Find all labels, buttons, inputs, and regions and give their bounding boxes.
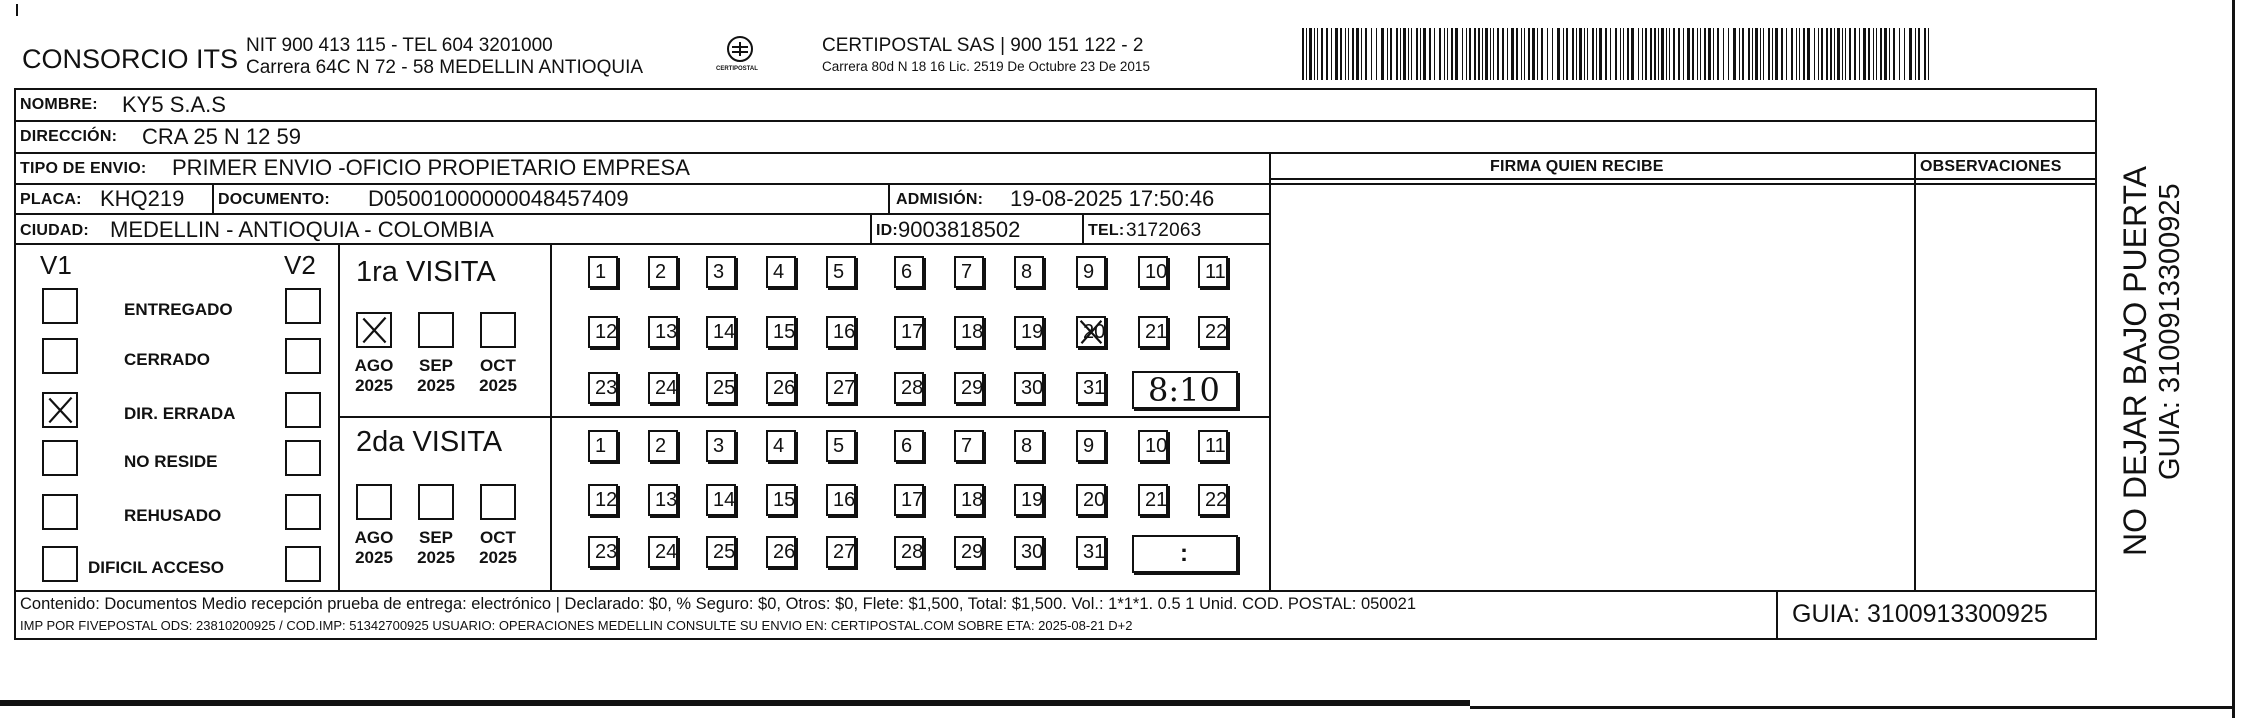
barcode-bar: [1899, 28, 1900, 80]
day-box[interactable]: 15: [766, 316, 796, 348]
v2-header: V2: [284, 250, 316, 280]
barcode-bar: [1474, 28, 1476, 80]
day-box[interactable]: 28: [894, 372, 924, 404]
barcode-bar: [1666, 28, 1667, 80]
contenido-line: Contenido: Documentos Medio recepción prueba de entrega: electrónico | Declarado: $0, % Seguro: $0, Otros: $0, Flete: $1,500, Total: $1,500. Vol.: 1*1*1. 0.5 1 Unid. COD. POSTAL: 050021: [20, 595, 1417, 613]
day-box[interactable]: 2: [648, 430, 678, 462]
day-box[interactable]: 6: [894, 430, 924, 462]
month-checkbox[interactable]: [356, 312, 392, 348]
month-checkbox[interactable]: [356, 484, 392, 520]
barcode-bar: [1490, 28, 1491, 80]
v1-checkbox[interactable]: [42, 546, 78, 582]
barcode-bar: [1478, 28, 1480, 80]
day-box[interactable]: 1: [588, 430, 618, 462]
v1-checkbox[interactable]: [42, 288, 78, 324]
barcode-bar: [1692, 28, 1694, 80]
month-label: SEP: [418, 528, 454, 547]
barcode-bar: [1537, 28, 1538, 80]
day-box[interactable]: 2: [648, 256, 678, 288]
barcode-bar: [1615, 28, 1617, 80]
day-box[interactable]: 18: [954, 484, 984, 516]
barcode-bar: [1447, 28, 1448, 80]
day-box[interactable]: 30: [1014, 372, 1044, 404]
side-guia: GUIA: 3100913300925: [2154, 183, 2186, 480]
day-box[interactable]: 14: [706, 484, 736, 516]
day-box[interactable]: 25: [706, 372, 736, 404]
month-label: AGO: [354, 528, 394, 547]
barcode-bar: [1605, 28, 1607, 80]
barcode-bar: [1511, 28, 1514, 80]
firma-header: FIRMA QUIEN RECIBE: [1490, 158, 1664, 175]
month-label: SEP: [418, 356, 454, 375]
barcode-bar: [1687, 28, 1690, 80]
barcode-bar: [1876, 28, 1877, 80]
day-box[interactable]: 17: [894, 484, 924, 516]
barcode-bar: [1400, 28, 1401, 80]
second-visit-title: 2da VISITA: [356, 426, 503, 458]
barcode-bar: [1661, 28, 1664, 80]
day-box[interactable]: 24: [648, 372, 678, 404]
barcode-bar: [1772, 28, 1773, 80]
barcode-bar: [1451, 28, 1453, 80]
day-box[interactable]: 16: [826, 316, 856, 348]
row-line-2: [14, 152, 2097, 154]
barcode-bar: [1678, 28, 1680, 80]
barcode-bar: [1599, 28, 1602, 80]
barcode-bar: [1909, 28, 1912, 80]
day-box[interactable]: 4: [766, 430, 796, 462]
barcode-bar: [1584, 28, 1585, 80]
barcode-bar: [1302, 28, 1304, 80]
barcode-bar: [1365, 28, 1367, 80]
barcode-bar: [1739, 28, 1740, 80]
barcode-bar: [1768, 28, 1770, 80]
day-box[interactable]: 9: [1076, 430, 1106, 462]
day-box[interactable]: 8: [1014, 256, 1044, 288]
no-dejar-label: NO DEJAR BAJO PUERTA: [2117, 166, 2153, 556]
barcode-bar: [1532, 28, 1535, 80]
barcode-bar: [1326, 28, 1328, 80]
barcode-bar: [1904, 28, 1905, 80]
status-label: CERRADO: [124, 350, 210, 369]
month-year-label: 2025: [355, 376, 393, 395]
barcode-bar: [1760, 28, 1761, 80]
barcode-bar: [1781, 28, 1783, 80]
day-box[interactable]: 21: [1138, 316, 1168, 348]
day-box[interactable]: 5: [826, 256, 856, 288]
company-name: CONSORCIO ITS: [22, 44, 239, 74]
id-divider: [870, 213, 872, 243]
barcode-bar: [1439, 28, 1441, 80]
day-box[interactable]: 10: [1138, 256, 1168, 288]
day-box[interactable]: 25: [706, 536, 736, 568]
month-year-label: 2025: [479, 376, 517, 395]
ciudad-label: CIUDAD:: [20, 222, 89, 239]
barcode-bar: [1645, 28, 1647, 80]
logo-caption: CERTIPOSTAL: [716, 66, 758, 72]
barcode-bar: [1791, 28, 1793, 80]
barcode-bar: [1842, 28, 1843, 80]
barcode-bar: [1849, 28, 1851, 80]
barcode-bar: [1893, 28, 1895, 80]
barcode-bar: [1918, 28, 1920, 80]
barcode-bar: [1915, 28, 1916, 80]
nombre-label: NOMBRE:: [20, 96, 98, 113]
v2-checkbox[interactable]: [285, 338, 321, 374]
barcode-bar: [1638, 28, 1639, 80]
barcode-bar: [1563, 28, 1564, 80]
barcode-bar: [1411, 28, 1412, 80]
barcode-bar: [1733, 28, 1736, 80]
v1-checkbox[interactable]: [42, 440, 78, 476]
barcode-bar: [1650, 28, 1652, 80]
barcode-bar: [1335, 28, 1338, 80]
observaciones-header: OBSERVACIONES: [1920, 158, 2062, 175]
day-box[interactable]: 17: [894, 316, 924, 348]
v2-checkbox[interactable]: [285, 546, 321, 582]
second-time-value: :: [1180, 540, 1188, 567]
barcode-bar: [1576, 28, 1577, 80]
barcode-bar: [1610, 28, 1611, 80]
barcode-bar: [1566, 28, 1568, 80]
barcode-bar: [1462, 28, 1463, 80]
obs-divider: [1914, 152, 1916, 590]
day-box[interactable]: 13: [648, 316, 678, 348]
barcode-bar: [1713, 28, 1714, 80]
barcode-bar: [1528, 28, 1530, 80]
first-visit-title: 1ra VISITA: [356, 256, 496, 288]
barcode-bar: [1814, 28, 1815, 80]
day-box[interactable]: 6: [894, 256, 924, 288]
month-label: OCT: [480, 356, 516, 375]
day-box[interactable]: 29: [954, 372, 984, 404]
barcode-bar: [1845, 28, 1846, 80]
barcode-bar: [1834, 28, 1835, 80]
direccion-label: DIRECCIÓN:: [20, 128, 118, 145]
visits-divider: [338, 416, 1269, 418]
nombre-value: KY5 S.A.S: [122, 92, 226, 117]
barcode-bar: [1596, 28, 1597, 80]
tel-label: TEL:: [1088, 222, 1125, 239]
footer-guia: GUIA: 3100913300925: [1792, 600, 2048, 628]
barcode-bar: [1469, 28, 1471, 80]
firma-divider: [1269, 152, 1271, 590]
day-box[interactable]: 3: [706, 430, 736, 462]
day-box[interactable]: 11: [1198, 256, 1228, 288]
barcode-bar: [1420, 28, 1421, 80]
day-box[interactable]: 16: [826, 484, 856, 516]
barcode-bar: [1928, 28, 1929, 80]
barcode-bar: [1669, 28, 1670, 80]
barcode-bar: [1763, 28, 1764, 80]
day-box[interactable]: 19: [1014, 316, 1044, 348]
barcode-bar: [1361, 28, 1362, 80]
ciudad-value: MEDELLIN - ANTIOQUIA - COLOMBIA: [110, 217, 494, 242]
barcode-bar: [1352, 28, 1354, 80]
day-box[interactable]: 10: [1138, 430, 1168, 462]
barcode-bar: [1444, 28, 1445, 80]
v2-checkbox[interactable]: [285, 440, 321, 476]
month-year-label: 2025: [479, 548, 517, 567]
day-box[interactable]: 23: [588, 536, 618, 568]
barcode-bar: [1507, 28, 1508, 80]
documento-label: DOCUMENTO:: [218, 191, 330, 208]
month-label: OCT: [480, 528, 516, 547]
tipo-value: PRIMER ENVIO -OFICIO PROPIETARIO EMPRESA: [172, 155, 690, 180]
barcode-bar: [1340, 28, 1342, 80]
barcode-bar: [1317, 28, 1318, 80]
columns-header-line: [1269, 178, 2097, 180]
day-box[interactable]: 22: [1198, 484, 1228, 516]
status-label: ENTREGADO: [124, 300, 233, 319]
month-checkbox[interactable]: [480, 484, 516, 520]
barcode-bar: [1387, 28, 1388, 80]
day-box[interactable]: 20: [1076, 484, 1106, 516]
admision-value: 19-08-2025 17:50:46: [1010, 186, 1215, 211]
barcode-bar: [1620, 28, 1621, 80]
day-x-mark: [1078, 318, 1104, 346]
day-box[interactable]: 3: [706, 256, 736, 288]
barcode-bar: [1658, 28, 1659, 80]
tel-divider: [1082, 213, 1084, 243]
day-box[interactable]: 27: [826, 536, 856, 568]
imp-line: IMP POR FIVEPOSTAL ODS: 23810200925 / COD.IMP: 51342700925 USUARIO: OPERACIONES MEDELLIN CONSULTE SU ENVIO EN: CERTIPOSTAL.COM SOBRE ETA: 2025-08-21 D+2: [20, 618, 1133, 633]
barcode-bar: [1309, 28, 1312, 80]
barcode-bar: [1306, 28, 1307, 80]
day-box[interactable]: 8: [1014, 430, 1044, 462]
barcode-bar: [1314, 28, 1315, 80]
bottom-edge-line-right: [1470, 706, 2232, 709]
right-edge-line: [2232, 0, 2235, 718]
barcode-bar: [1434, 28, 1435, 80]
barcode-bar: [1416, 28, 1418, 80]
month-label: AGO: [354, 356, 394, 375]
barcode-bar: [1873, 28, 1874, 80]
barcode-bar: [1723, 28, 1724, 80]
day-box[interactable]: 24: [648, 536, 678, 568]
day-box[interactable]: 26: [766, 372, 796, 404]
barcode-bar: [1524, 28, 1525, 80]
barcode-bar: [1889, 28, 1890, 80]
day-box[interactable]: 13: [648, 484, 678, 516]
barcode-bar: [1786, 28, 1787, 80]
day-box[interactable]: 7: [954, 256, 984, 288]
barcode-bar: [1924, 28, 1926, 80]
day-box[interactable]: 12: [588, 316, 618, 348]
barcode: [1302, 28, 1934, 80]
id-label: ID:: [876, 222, 898, 239]
barcode-bar: [1854, 28, 1856, 80]
month-year-label: 2025: [355, 548, 393, 567]
v2-checkbox[interactable]: [285, 288, 321, 324]
barcode-bar: [1485, 28, 1488, 80]
placa-label: PLACA:: [20, 191, 82, 208]
row-line-5: [14, 243, 1269, 245]
barcode-bar: [1345, 28, 1346, 80]
day-box[interactable]: 26: [766, 536, 796, 568]
status-label: DIR. ERRADA: [124, 404, 236, 423]
day-box[interactable]: 7: [954, 430, 984, 462]
barcode-bar: [1376, 28, 1377, 80]
barcode-bar: [1748, 28, 1750, 80]
company-address: Carrera 64C N 72 - 58 MEDELLIN ANTIOQUIA: [246, 57, 644, 78]
id-value: 9003818502: [898, 217, 1021, 242]
day-box[interactable]: 11: [1198, 430, 1228, 462]
row-line-1: [14, 120, 2097, 122]
barcode-bar: [1755, 28, 1758, 80]
month-year-label: 2025: [417, 548, 455, 567]
barcode-bar: [1516, 28, 1518, 80]
barcode-bar: [1493, 28, 1494, 80]
status-label: DIFICIL ACCESO: [88, 558, 225, 577]
status-label: REHUSADO: [124, 506, 222, 525]
barcode-bar: [1482, 28, 1483, 80]
month-checkbox[interactable]: [418, 312, 454, 348]
barcode-bar: [1803, 28, 1805, 80]
carrier-name: CERTIPOSTAL SAS | 900 151 122 - 2: [822, 35, 1144, 56]
direccion-value: CRA 25 N 12 59: [142, 124, 301, 149]
day-box[interactable]: 20: [1076, 316, 1106, 348]
day-box[interactable]: 15: [766, 484, 796, 516]
barcode-bar: [1390, 28, 1392, 80]
v1-checkbox[interactable]: [42, 392, 78, 428]
placa-value: KHQ219: [100, 186, 185, 211]
month-checkbox[interactable]: [418, 484, 454, 520]
barcode-bar: [1642, 28, 1643, 80]
barcode-bar: [1455, 28, 1458, 80]
barcode-bar: [1579, 28, 1582, 80]
barcode-bar: [1796, 28, 1797, 80]
admision-divider: [888, 183, 890, 213]
day-box[interactable]: 19: [1014, 484, 1044, 516]
barcode-bar: [1423, 28, 1426, 80]
barcode-bar: [1331, 28, 1332, 80]
month-checkbox[interactable]: [480, 312, 516, 348]
barcode-bar: [1728, 28, 1729, 80]
barcode-bar: [1673, 28, 1675, 80]
barcode-bar: [1880, 28, 1882, 80]
carrier-address: Carrera 80d N 18 16 Lic. 2519 De Octubre 23 De 2015: [822, 59, 1150, 74]
day-box[interactable]: 18: [954, 316, 984, 348]
barcode-bar: [1552, 28, 1553, 80]
barcode-bar: [1826, 28, 1828, 80]
v1-checkbox[interactable]: [42, 338, 78, 374]
barcode-bar: [1557, 28, 1560, 80]
barcode-bar: [1466, 28, 1467, 80]
barcode-bar: [1403, 28, 1406, 80]
barcode-bar: [1587, 28, 1588, 80]
day-box[interactable]: 21: [1138, 484, 1168, 516]
barcode-bar: [1708, 28, 1711, 80]
barcode-bar: [1704, 28, 1706, 80]
day-box[interactable]: 9: [1076, 256, 1106, 288]
day-box[interactable]: 31: [1076, 372, 1106, 404]
barcode-bar: [1408, 28, 1409, 80]
barcode-bar: [1884, 28, 1887, 80]
barcode-bar: [1821, 28, 1823, 80]
barcode-bar: [1321, 28, 1323, 80]
barcode-bar: [1818, 28, 1819, 80]
barcode-bar: [1700, 28, 1701, 80]
barcode-bar: [1627, 28, 1629, 80]
month-year-label: 2025: [417, 376, 455, 395]
v1-checkbox[interactable]: [42, 494, 78, 530]
barcode-bar: [1547, 28, 1548, 80]
certipostal-logo: [710, 34, 770, 80]
barcode-bar: [1521, 28, 1522, 80]
barcode-bar: [1592, 28, 1594, 80]
barcode-bar: [1502, 28, 1504, 80]
barcode-bar: [1429, 28, 1431, 80]
barcode-bar: [1371, 28, 1372, 80]
admision-label: ADMISIÓN:: [896, 191, 984, 208]
barcode-bar: [1623, 28, 1624, 80]
barcode-bar: [1541, 28, 1543, 80]
day-box[interactable]: 29: [954, 536, 984, 568]
day-box[interactable]: 1: [588, 256, 618, 288]
documento-value: D05001000000048457409: [368, 186, 629, 211]
tel-value: 3172063: [1126, 220, 1202, 241]
v1-header: V1: [40, 250, 72, 280]
v2-checkbox[interactable]: [285, 392, 321, 428]
left-edge-mark: [16, 4, 18, 16]
barcode-bar: [1654, 28, 1656, 80]
barcode-bar: [1356, 28, 1359, 80]
barcode-bar: [1859, 28, 1860, 80]
barcode-bar: [1497, 28, 1499, 80]
barcode-bar: [1697, 28, 1698, 80]
footer-guia-divider: [1776, 590, 1778, 640]
bottom-edge-line: [0, 700, 1470, 706]
barcode-bar: [1348, 28, 1349, 80]
first-time-value: 8:10: [1148, 371, 1220, 409]
barcode-bar: [1775, 28, 1778, 80]
day-box[interactable]: 23: [588, 372, 618, 404]
status-label: NO RESIDE: [124, 452, 218, 471]
barcode-bar: [1396, 28, 1398, 80]
day-box[interactable]: 5: [826, 430, 856, 462]
day-box[interactable]: 27: [826, 372, 856, 404]
barcode-bar: [1752, 28, 1753, 80]
barcode-bar: [1799, 28, 1800, 80]
v2-checkbox[interactable]: [285, 494, 321, 530]
day-box[interactable]: 22: [1198, 316, 1228, 348]
day-box[interactable]: 12: [588, 484, 618, 516]
barcode-bar: [1742, 28, 1744, 80]
barcode-bar: [1830, 28, 1832, 80]
day-box[interactable]: 4: [766, 256, 796, 288]
day-box[interactable]: 30: [1014, 536, 1044, 568]
barcode-bar: [1631, 28, 1634, 80]
barcode-bar: [1717, 28, 1719, 80]
barcode-bar: [1381, 28, 1384, 80]
barcode-bar: [1807, 28, 1810, 80]
barcode-bar: [1572, 28, 1574, 80]
row-line-footer: [14, 590, 2097, 592]
day-box[interactable]: 14: [706, 316, 736, 348]
barcode-bar: [1868, 28, 1870, 80]
company-nit: NIT 900 413 115 - TEL 604 3201000: [246, 35, 553, 56]
barcode-bar: [1863, 28, 1866, 80]
day-box[interactable]: 28: [894, 536, 924, 568]
tipo-label: TIPO DE ENVIO:: [20, 160, 147, 177]
barcode-bar: [1683, 28, 1684, 80]
barcode-bar: [1837, 28, 1840, 80]
day-box[interactable]: 31: [1076, 536, 1106, 568]
